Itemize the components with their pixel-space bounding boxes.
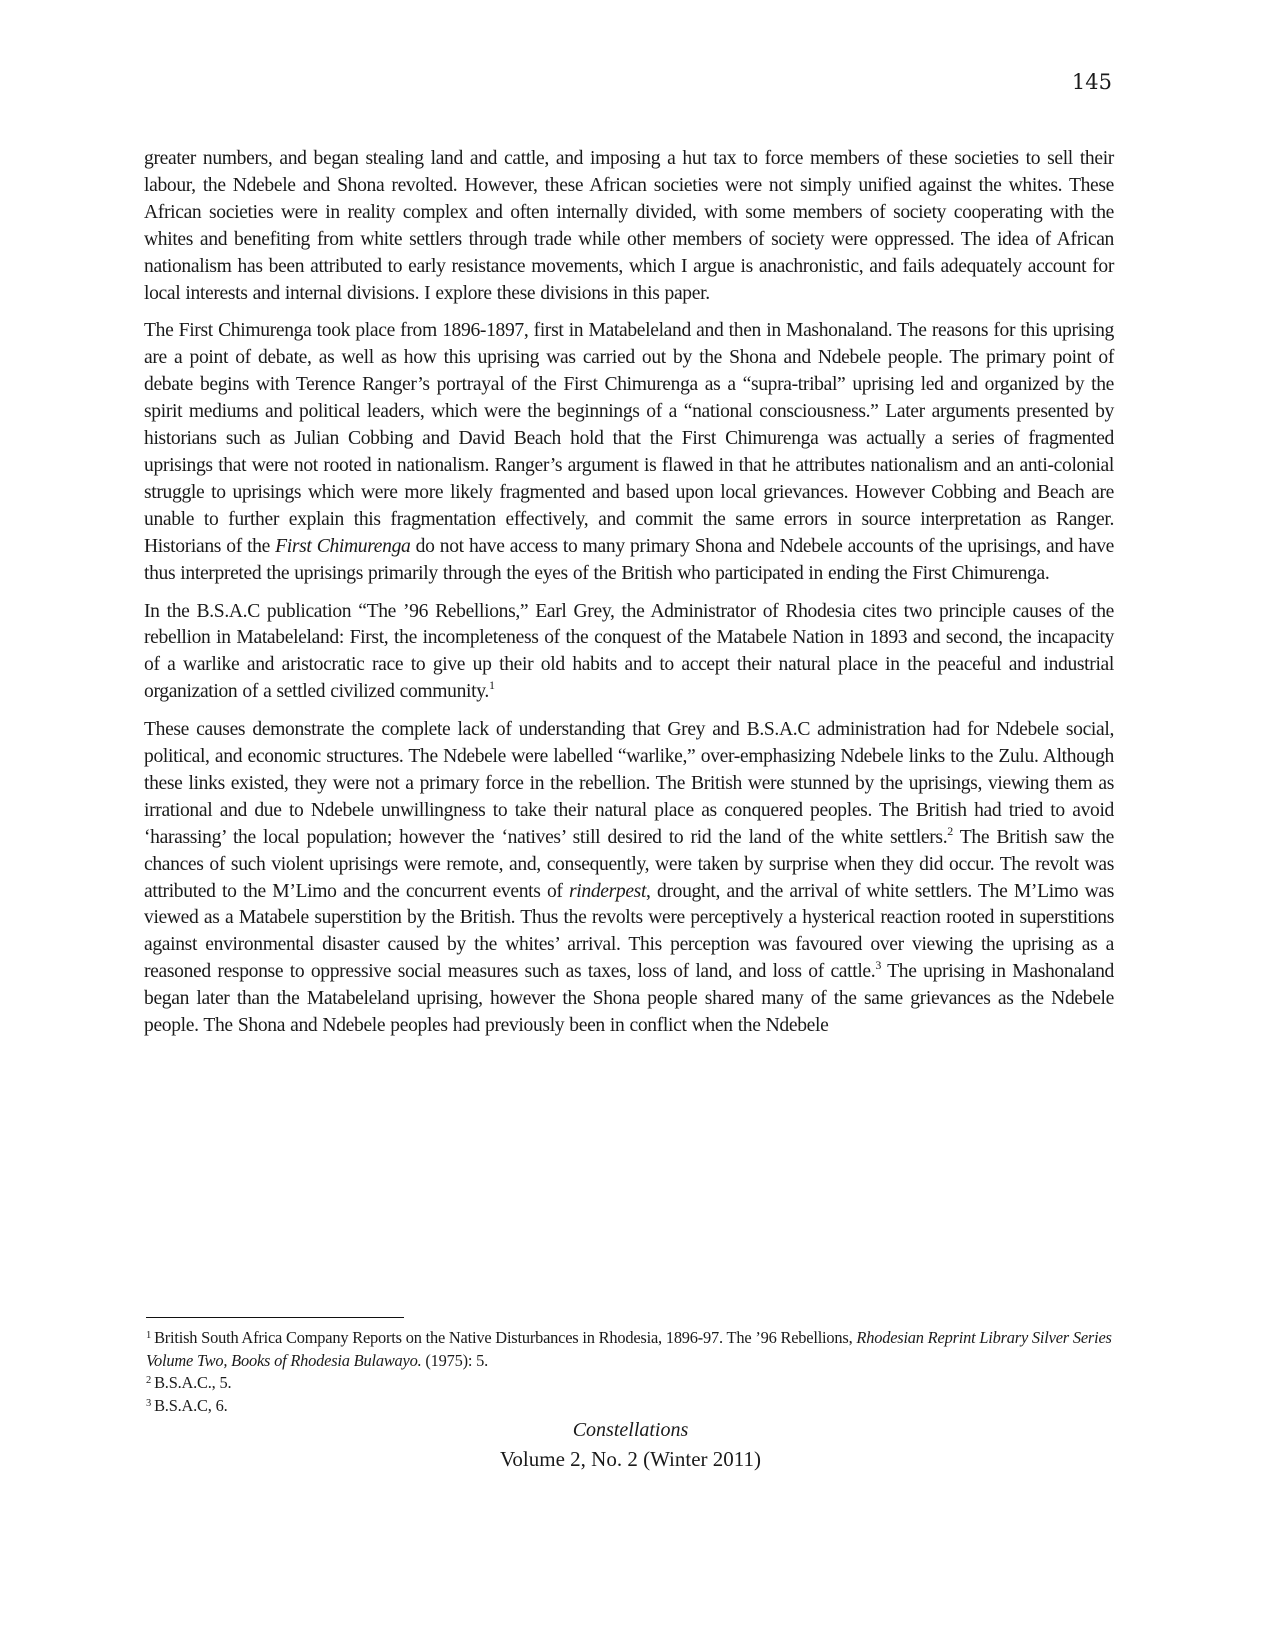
footnote-text: British South Africa Company Reports on the Native Disturbances in Rhodesia, 1896-97. The ’96 Rebellions, (154, 1328, 857, 1347)
footnote-separator (146, 1317, 404, 1318)
text-segment: The First Chimurenga took place from 1896-1897, first in Matabeleland and then in Mashonaland. The reasons for this uprising are a point of debate, as well as how this uprising was carried out by the Shona and Ndebele people. The primary point of debate begins with Terence Ranger’s portrayal of the First Chimurenga as a “supra-tribal” uprising led and organized by the spirit mediums and political leaders, which were the beginnings of a “national consciousness.” Later arguments presented by historians such as Julian Cobbing and David Beach hold that the First Chimurenga was actually a series of fragmented uprisings that were not rooted in nationalism. Ranger’s argument is flawed in that he attributes nationalism and an anti-colonial struggle to uprisings which were more likely fragmented and based upon local grievances. However Cobbing and Beach are unable to further explain this fragmentation effectively, and commit the same errors in source interpretation as Ranger. Historians of the (144, 320, 1114, 557)
italic-term: rinderpest (569, 880, 647, 902)
issue-info: Volume 2, No. 2 (Winter 2011) (499, 1447, 762, 1471)
paragraph (144, 717, 1114, 1040)
text-segment: The uprising in Mashonaland began later than the Matabeleland uprising, however the Shona people shared many of the same grievances as the Ndebele people. The Shona and Ndebele peoples had previously been in conflict when the Ndebele (144, 961, 1114, 1037)
journal-title: Constellations (572, 1419, 689, 1441)
italic-term: First Chimurenga (275, 535, 411, 557)
body-text (144, 146, 1114, 1051)
footnote-text: B.S.A.C, 6. (154, 1395, 228, 1415)
paragraph (144, 318, 1114, 587)
footnote-2 (146, 1372, 1114, 1395)
footnote-3 (146, 1395, 1114, 1418)
text-segment: , drought, and the arrival of white settlers. The M’Limo was viewed as a Matabele superstition by the British. Thus the revolts were perceptively a hysterical reaction rooted in superstitions against environmental disaster caused by the whites’ arrival. This perception was favoured over viewing the uprising as a reasoned response to oppressive social measures such as taxes, loss of land, and loss of cattle. (144, 880, 1114, 983)
footnote-number: 1 (146, 1330, 152, 1341)
footnote-reference[interactable]: 1 (488, 678, 495, 693)
footnote-reference[interactable]: 3 (875, 958, 881, 973)
footnote-reference[interactable]: 2 (947, 823, 953, 838)
footnotes (146, 1327, 1114, 1417)
page-footer (0, 1416, 1261, 1474)
paragraph (144, 599, 1114, 707)
text-segment: do not have access to many primary Shona and Ndebele accounts of the uprisings, and have thus interpreted the uprisings primarily through the eyes of the British who participated in ending the First Chimurenga. (144, 535, 1114, 584)
text-segment: greater numbers, and began stealing land and cattle, and imposing a hut tax to force members of these societies to sell their labour, the Ndebele and Shona revolted. However, these African societies were not simply unified against the whites. These African societies were in reality complex and often internally divided, with some members of society cooperating with the whites and benefiting from white settlers through trade while other members of society were oppressed. The idea of African nationalism has been attributed to early resistance movements, which I argue is anachronistic, and fails adequately account for local interests and internal divisions. I explore these divisions in this paper. (144, 148, 1114, 304)
footnote-italic: Rhodesian Reprint Library Silver Series Volume Two, Books of Rhodesia Bulawayo. (146, 1328, 1112, 1370)
page-number: 145 (1071, 70, 1112, 94)
text-segment: In the B.S.A.C publication “The ’96 Rebellions,” Earl Grey, the Administrator of Rhodesia cites two principle causes of the rebellion in Matabeleland: First, the incompleteness of the conquest of the Matabele Nation in 1893 and second, the incapacity of a warlike and aristocratic race to give up their old habits and to accept their natural place in the peaceful and industrial organization of a settled civilized community. (144, 600, 1114, 703)
footnote-number: 2 (146, 1375, 152, 1386)
footnote-1 (146, 1327, 1114, 1372)
text-segment: These causes demonstrate the complete lack of understanding that Grey and B.S.A.C administration had for Ndebele social, political, and economic structures. The Ndebele were labelled “warlike,” over-emphasizing Ndebele links to the Zulu. Although these links existed, they were not a primary force in the rebellion. The British were stunned by the uprisings, viewing them as irrational and due to Ndebele unwillingness to take their natural place as conquered peoples. The British had tried to avoid ‘harassing’ the local population; however the ‘natives’ still desired to rid the land of the white settlers. (144, 719, 1114, 848)
footnote-text: B.S.A.C., 5. (154, 1373, 232, 1392)
footnote-number: 3 (146, 1397, 152, 1409)
text-segment: The British saw the chances of such violent uprisings were remote, and, consequently, were taken by surprise when they did occur. The revolt was attributed to the M’Limo and the concurrent events of (144, 826, 1114, 902)
paragraph (144, 146, 1114, 307)
footnote-text: (1975): 5. (421, 1350, 489, 1370)
